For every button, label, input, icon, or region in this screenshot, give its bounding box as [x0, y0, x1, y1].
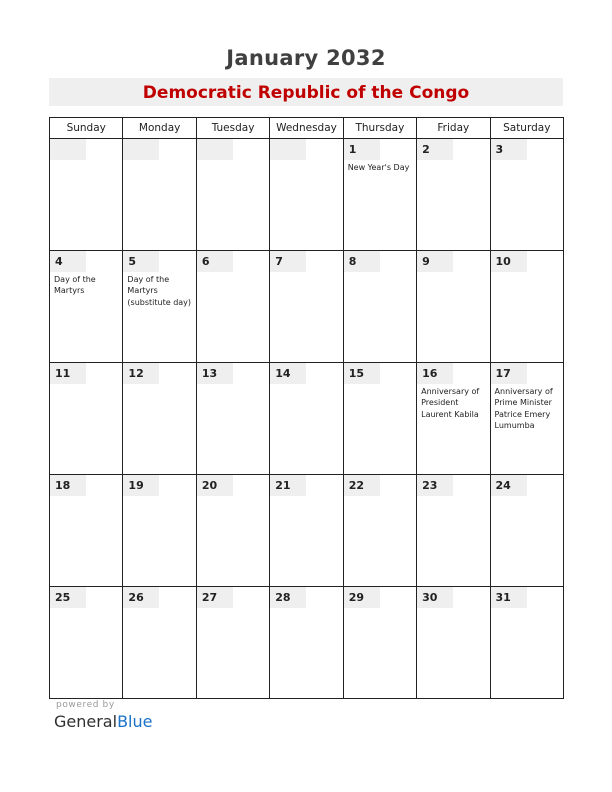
brand-logo[interactable]: [54, 712, 152, 731]
day-cell: [196, 587, 269, 699]
holiday-label: [50, 496, 122, 498]
holiday-label: [417, 160, 489, 162]
day-cell: [196, 475, 269, 587]
day-cell: [343, 587, 416, 699]
brand-name-blue: Blue: [117, 712, 153, 731]
day-number: 19: [123, 475, 159, 496]
calendar-grid: [49, 117, 564, 699]
week-row-5: [50, 587, 564, 699]
holiday-label: [491, 272, 563, 274]
day-number: [270, 139, 306, 160]
day-number: 15: [344, 363, 380, 384]
day-number: 23: [417, 475, 453, 496]
holiday-label: Anniversary of Prime Minister Patrice Emery Lumumba: [494, 387, 553, 430]
day-cell: [270, 475, 343, 587]
day-cell: [417, 587, 490, 699]
day-cell: [50, 363, 123, 475]
holiday-label: [123, 496, 195, 498]
day-number: 25: [50, 587, 86, 608]
weekday-thursday: Thursday: [343, 118, 416, 139]
day-cell: [196, 139, 269, 251]
day-cell: [343, 139, 416, 251]
day-number: [197, 139, 233, 160]
day-number: 29: [344, 587, 380, 608]
day-number: 30: [417, 587, 453, 608]
day-number: 27: [197, 587, 233, 608]
day-number: 28: [270, 587, 306, 608]
day-number: 8: [344, 251, 380, 272]
holiday-label: [344, 384, 416, 386]
holiday-label: [123, 160, 195, 162]
day-cell: [490, 139, 563, 251]
day-cell: [417, 251, 490, 363]
day-cell: [490, 251, 563, 363]
weekday-sunday: Sunday: [50, 118, 123, 139]
day-number: 6: [197, 251, 233, 272]
day-cell: [50, 587, 123, 699]
holiday-label: [344, 608, 416, 610]
day-number: 31: [491, 587, 527, 608]
holiday-label: [197, 384, 269, 386]
day-cell: [490, 363, 563, 475]
day-number: 2: [417, 139, 453, 160]
holiday-label: [270, 496, 342, 498]
holiday-label: [197, 272, 269, 274]
day-cell: [123, 475, 196, 587]
day-number: 5: [123, 251, 159, 272]
day-cell: [123, 139, 196, 251]
holiday-label: [491, 608, 563, 610]
day-number: 22: [344, 475, 380, 496]
day-number: 20: [197, 475, 233, 496]
weekday-friday: Friday: [417, 118, 490, 139]
holiday-label: [270, 272, 342, 274]
brand-name-general: General: [54, 712, 118, 731]
day-number: [123, 139, 159, 160]
week-row-4: [50, 475, 564, 587]
day-cell: [343, 363, 416, 475]
day-cell: [123, 587, 196, 699]
powered-by-text: powered by: [56, 700, 115, 710]
day-cell: [270, 139, 343, 251]
weekday-monday: Monday: [123, 118, 196, 139]
day-cell: [343, 475, 416, 587]
day-cell: [50, 139, 123, 251]
week-row-1: [50, 139, 564, 251]
weekday-saturday: Saturday: [490, 118, 563, 139]
day-cell: [490, 475, 563, 587]
day-number: 9: [417, 251, 453, 272]
page-title: January 2032: [226, 46, 386, 70]
day-number: 18: [50, 475, 86, 496]
day-cell: [50, 475, 123, 587]
day-cell: [196, 251, 269, 363]
weekday-tuesday: Tuesday: [196, 118, 269, 139]
day-cell: [123, 363, 196, 475]
holiday-label: [123, 608, 195, 610]
holiday-label: New Year's Day: [347, 163, 410, 172]
holiday-label: [197, 160, 269, 162]
holiday-label: [197, 608, 269, 610]
day-number: 13: [197, 363, 233, 384]
holiday-label: [50, 608, 122, 610]
day-number: 26: [123, 587, 159, 608]
holiday-label: [417, 272, 489, 274]
holiday-label: [344, 496, 416, 498]
day-cell: [270, 251, 343, 363]
holiday-label: Anniversary of President Laurent Kabila: [421, 387, 480, 419]
day-cell: [50, 251, 123, 363]
day-number: 1: [344, 139, 380, 160]
holiday-label: [344, 272, 416, 274]
day-number: 10: [491, 251, 527, 272]
holiday-label: [270, 384, 342, 386]
day-cell: [417, 139, 490, 251]
country-name: Democratic Republic of the Congo: [142, 83, 470, 103]
holiday-label: Day of the Martyrs (substitute day): [127, 275, 192, 307]
week-row-2: [50, 251, 564, 363]
country-banner: [49, 78, 563, 106]
holiday-label: [417, 608, 489, 610]
holiday-label: [123, 384, 195, 386]
day-cell: [270, 587, 343, 699]
day-cell: [417, 363, 490, 475]
day-cell: [270, 363, 343, 475]
week-row-3: [50, 363, 564, 475]
day-number: 7: [270, 251, 306, 272]
day-cell: [417, 475, 490, 587]
day-number: 4: [50, 251, 86, 272]
day-number: 3: [491, 139, 527, 160]
holiday-label: [417, 496, 489, 498]
holiday-label: [491, 496, 563, 498]
day-cell: [490, 587, 563, 699]
day-number: [50, 139, 86, 160]
day-number: 21: [270, 475, 306, 496]
weekday-wednesday: Wednesday: [270, 118, 343, 139]
holiday-label: [50, 384, 122, 386]
holiday-label: [270, 608, 342, 610]
holiday-label: [270, 160, 342, 162]
holiday-label: Day of the Martyrs: [54, 275, 96, 296]
holiday-label: [491, 160, 563, 162]
holiday-label: [50, 160, 122, 162]
day-cell: [343, 251, 416, 363]
day-cell: [196, 363, 269, 475]
weekday-header-row: [50, 118, 564, 139]
day-number: 11: [50, 363, 86, 384]
day-number: 14: [270, 363, 306, 384]
day-number: 16: [417, 363, 453, 384]
holiday-label: [197, 496, 269, 498]
day-number: 12: [123, 363, 159, 384]
day-number: 17: [491, 363, 527, 384]
day-number: 24: [491, 475, 527, 496]
day-cell: [123, 251, 196, 363]
